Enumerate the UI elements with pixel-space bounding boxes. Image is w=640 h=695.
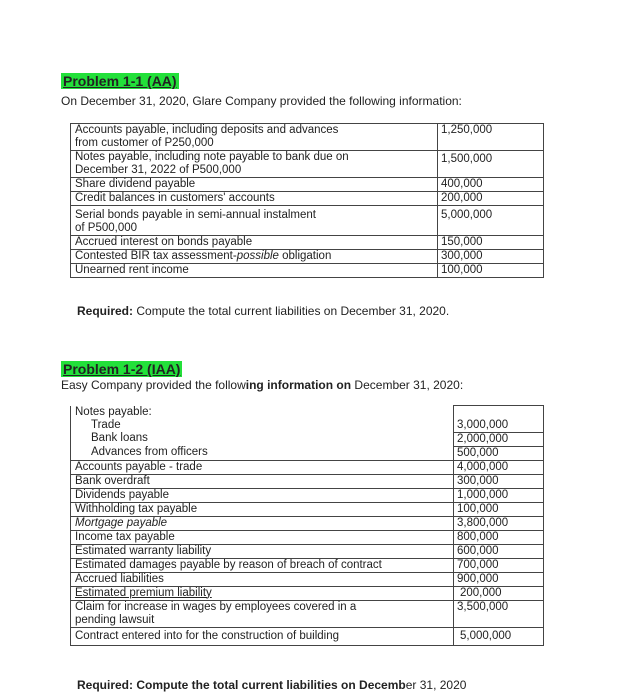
table-row — [71, 572, 544, 586]
row-label: Bank overdraft — [75, 474, 150, 487]
table-row — [71, 530, 544, 544]
table-row — [71, 488, 544, 502]
problem-1-title: Problem 1-1 (AA) — [63, 73, 177, 89]
row-label: Accounts payable - trade — [75, 460, 203, 473]
row-label-cont: of P500,000 — [75, 222, 138, 234]
row-label: Estimated premium liability — [75, 586, 212, 599]
row-value: 700,000 — [457, 558, 499, 571]
row-label-cont: pending lawsuit — [75, 613, 155, 626]
row-value: 600,000 — [457, 544, 499, 557]
row-value: 3,500,000 — [457, 600, 509, 613]
row-label: Notes payable, including note payable to bank due on — [75, 151, 349, 163]
table-row — [71, 250, 544, 264]
row-label: Withholding tax payable — [75, 502, 198, 515]
table-row — [71, 236, 544, 250]
table-row — [71, 460, 544, 474]
row-label: Bank loans — [91, 432, 148, 444]
row-label: Estimated damages payable by reason of breach of contract — [75, 558, 382, 571]
row-value: 4,000,000 — [457, 460, 509, 473]
row-value: 100,000 — [457, 502, 499, 515]
table-row — [71, 124, 544, 151]
problem-1-table — [70, 123, 544, 278]
problem-2-required: Required: Compute the total current liabilities on December 31, 2020 — [77, 678, 467, 692]
table-row — [71, 419, 544, 433]
row-label-cont: from customer of P250,000 — [75, 137, 214, 149]
table-row — [71, 151, 544, 178]
problem-2-title: Problem 1-2 (IAA) — [63, 361, 181, 377]
table-row — [71, 474, 544, 488]
row-label: Trade — [91, 418, 121, 431]
table-row — [71, 516, 544, 530]
row-value: 400,000 — [441, 178, 483, 190]
row-value: 3,800,000 — [457, 516, 509, 529]
table-row — [71, 502, 544, 516]
row-label: Contract entered into for the construction of building — [75, 629, 340, 642]
row-label: Mortgage payable — [75, 516, 168, 529]
row-value: 200,000 — [441, 192, 483, 204]
row-label: Credit balances in customers' accounts — [75, 192, 275, 204]
row-label: Unearned rent income — [75, 264, 189, 276]
row-label: Accrued liabilities — [75, 572, 164, 585]
problem-1-intro: On December 31, 2020, Glare Company provided the following information: — [61, 94, 462, 108]
row-label-cont: December 31, 2022 of P500,000 — [75, 164, 242, 176]
table-row — [71, 264, 544, 278]
table-row — [71, 178, 544, 192]
table-row — [71, 192, 544, 206]
row-value: 300,000 — [457, 474, 499, 487]
table-row — [71, 432, 544, 446]
table-row — [71, 544, 544, 558]
row-value: 100,000 — [441, 264, 483, 276]
table-row — [71, 627, 544, 645]
row-label: Dividends payable — [75, 488, 169, 501]
row-label: Serial bonds payable in semi-annual instalment — [75, 209, 317, 221]
row-value: 1,500,000 — [441, 153, 493, 165]
table-row — [71, 446, 544, 460]
row-label: Contested BIR tax assessment-possible obligation — [75, 250, 332, 262]
row-value: 3,000,000 — [457, 418, 509, 431]
row-value: 900,000 — [457, 572, 499, 585]
problem-2-table — [70, 405, 544, 646]
row-label: Accrued interest on bonds payable — [75, 236, 253, 248]
row-label: Income tax payable — [75, 530, 175, 543]
row-value: 1,000,000 — [457, 488, 509, 501]
table-row — [71, 406, 544, 419]
row-label: Advances from officers — [91, 446, 208, 458]
problem-2-intro: Easy Company provided the following information on December 31, 2020: — [61, 378, 464, 392]
row-value: 200,000 — [460, 586, 502, 599]
row-value: 150,000 — [441, 236, 483, 248]
row-value: 5,000,000 — [460, 629, 512, 642]
row-label: Share dividend payable — [75, 178, 196, 190]
row-value: 500,000 — [457, 446, 499, 459]
table-row — [71, 600, 544, 627]
row-value: 5,000,000 — [441, 209, 493, 221]
row-value: 2,000,000 — [457, 432, 509, 445]
row-label: Estimated warranty liability — [75, 544, 212, 557]
row-label: Claim for increase in wages by employees covered in a — [75, 600, 357, 613]
row-value: 800,000 — [457, 530, 499, 543]
problem-1-required: Required: Compute the total current liabilities on December 31, 2020. — [77, 304, 450, 318]
table-row — [71, 206, 544, 236]
table-row — [71, 586, 544, 600]
row-value: 300,000 — [441, 250, 483, 262]
notes-header: Notes payable: — [75, 405, 152, 418]
row-label: Accounts payable, including deposits and advances — [75, 124, 339, 136]
table-row — [71, 558, 544, 572]
row-value: 1,250,000 — [441, 124, 493, 136]
